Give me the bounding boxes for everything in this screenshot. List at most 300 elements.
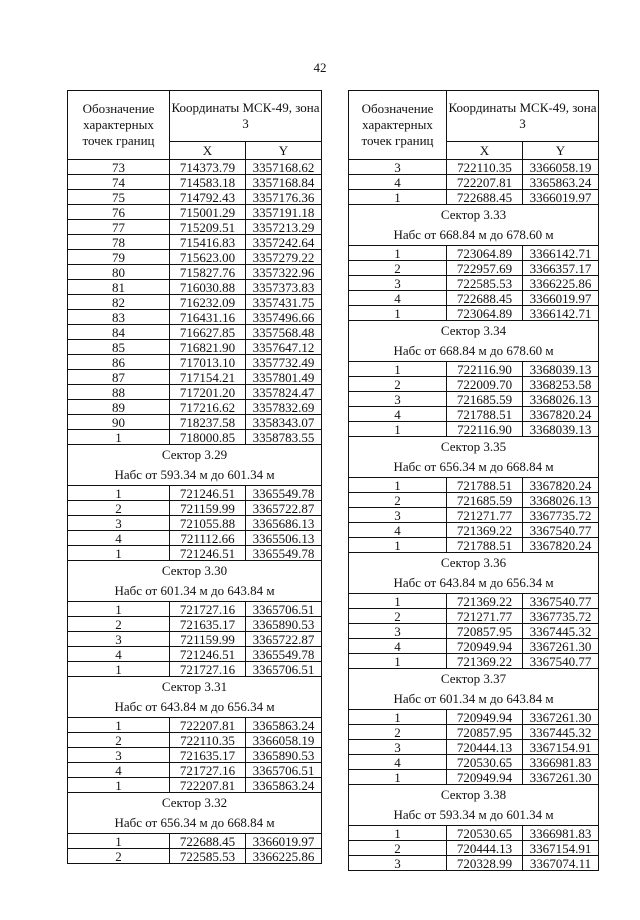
point-label: 3: [68, 632, 170, 647]
x-value: 721246.51: [170, 486, 246, 501]
table-row: [349, 725, 599, 740]
page-number: 42: [313, 60, 327, 75]
sector-title: Сектор 3.30: [68, 561, 322, 582]
x-value: 721788.51: [447, 407, 523, 422]
table-row: [68, 546, 322, 561]
x-value: 715827.76: [170, 265, 246, 280]
x-value: 720530.65: [447, 826, 523, 841]
point-label: 77: [68, 220, 170, 235]
point-label: 2: [349, 493, 447, 508]
point-label: 81: [68, 280, 170, 295]
table-row: [68, 385, 322, 400]
x-value: 716627.85: [170, 325, 246, 340]
point-label: 74: [68, 175, 170, 190]
point-label: 90: [68, 415, 170, 430]
sector-range: Набс от 643.84 м до 656.34 м: [349, 573, 599, 594]
table-row: [349, 160, 599, 175]
y-value: 3367540.77: [523, 654, 599, 669]
point-label: 2: [349, 841, 447, 856]
y-value: 3367540.77: [523, 594, 599, 609]
x-value: 720328.99: [447, 856, 523, 871]
x-value: 721246.51: [170, 647, 246, 662]
point-label: 1: [68, 778, 170, 793]
table-row: [68, 602, 322, 617]
y-value: 3367154.91: [523, 841, 599, 856]
sector-range-row: [68, 813, 322, 834]
y-value: 3366357.17: [523, 261, 599, 276]
x-value: 715623.00: [170, 250, 246, 265]
sector-range-row: [349, 573, 599, 594]
table-row: [349, 594, 599, 609]
header-y: Y: [523, 142, 599, 160]
x-value: 722207.81: [170, 718, 246, 733]
table-row: [349, 422, 599, 437]
x-value: 716821.90: [170, 340, 246, 355]
point-label: 2: [349, 725, 447, 740]
coordinates-table-right: [348, 90, 599, 871]
x-value: 722957.69: [447, 261, 523, 276]
y-value: 3365706.51: [246, 763, 322, 778]
x-value: 722009.70: [447, 377, 523, 392]
point-label: 4: [349, 755, 447, 770]
point-label: 73: [68, 160, 170, 175]
table-row: [349, 770, 599, 785]
point-label: 79: [68, 250, 170, 265]
point-label: 89: [68, 400, 170, 415]
y-value: 3367540.77: [523, 523, 599, 538]
y-value: 3367735.72: [523, 508, 599, 523]
y-value: 3357213.29: [246, 220, 322, 235]
sector-title-row: [349, 553, 599, 574]
x-value: 721271.77: [447, 609, 523, 624]
x-value: 720949.94: [447, 639, 523, 654]
point-label: 4: [349, 291, 447, 306]
point-label: 80: [68, 265, 170, 280]
point-label: 2: [68, 617, 170, 632]
x-value: 718000.85: [170, 430, 246, 445]
table-row: [68, 778, 322, 793]
y-value: 3357176.36: [246, 190, 322, 205]
table-row: [68, 662, 322, 677]
sector-title: Сектор 3.37: [349, 669, 599, 690]
y-value: 3366142.71: [523, 306, 599, 321]
table-row: [68, 205, 322, 220]
sector-range-row: [349, 689, 599, 710]
x-value: 720949.94: [447, 710, 523, 725]
table-row: [68, 370, 322, 385]
sector-range: Набс от 601.34 м до 643.84 м: [349, 689, 599, 710]
sector-range: Набс от 643.84 м до 656.34 м: [68, 697, 322, 718]
table-row: [68, 501, 322, 516]
table-row: [349, 362, 599, 377]
table-row: [68, 849, 322, 864]
x-value: 721159.99: [170, 632, 246, 647]
x-value: 721788.51: [447, 478, 523, 493]
x-value: 721727.16: [170, 602, 246, 617]
x-value: 717154.21: [170, 370, 246, 385]
point-label: 1: [68, 430, 170, 445]
y-value: 3368253.58: [523, 377, 599, 392]
y-value: 3357279.22: [246, 250, 322, 265]
table-row: [68, 617, 322, 632]
table-row: [68, 415, 322, 430]
x-value: 722688.45: [447, 190, 523, 205]
table-row: [349, 175, 599, 190]
y-value: 3358783.55: [246, 430, 322, 445]
y-value: 3357191.18: [246, 205, 322, 220]
x-value: 721635.17: [170, 748, 246, 763]
point-label: 3: [349, 276, 447, 291]
table-row: [68, 220, 322, 235]
x-value: 721369.22: [447, 654, 523, 669]
point-label: 76: [68, 205, 170, 220]
x-value: 720949.94: [447, 770, 523, 785]
point-label: 88: [68, 385, 170, 400]
y-value: 3357647.12: [246, 340, 322, 355]
sector-range-row: [68, 697, 322, 718]
table-row: [68, 190, 322, 205]
sector-range: Набс от 656.34 м до 668.84 м: [68, 813, 322, 834]
y-value: 3367445.32: [523, 624, 599, 639]
point-label: 84: [68, 325, 170, 340]
x-value: 722110.35: [447, 160, 523, 175]
sector-range-row: [349, 341, 599, 362]
x-value: 715001.29: [170, 205, 246, 220]
y-value: 3365549.78: [246, 546, 322, 561]
sector-title-row: [349, 321, 599, 342]
sector-range-row: [349, 457, 599, 478]
x-value: 720530.65: [447, 755, 523, 770]
table-row: [349, 740, 599, 755]
point-label: 4: [68, 647, 170, 662]
point-label: 1: [349, 306, 447, 321]
point-label: 3: [349, 624, 447, 639]
table-row: [349, 856, 599, 871]
header-y: Y: [246, 142, 322, 160]
x-value: 722585.53: [170, 849, 246, 864]
x-value: 721727.16: [170, 662, 246, 677]
sector-title: Сектор 3.38: [349, 785, 599, 806]
x-value: 721685.59: [447, 493, 523, 508]
x-value: 720444.13: [447, 841, 523, 856]
point-label: 2: [68, 849, 170, 864]
x-value: 716030.88: [170, 280, 246, 295]
point-label: 1: [68, 486, 170, 501]
y-value: 3365722.87: [246, 632, 322, 647]
table-row: [68, 748, 322, 763]
y-value: 3357568.48: [246, 325, 322, 340]
point-label: 2: [68, 501, 170, 516]
x-value: 716232.09: [170, 295, 246, 310]
y-value: 3357732.49: [246, 355, 322, 370]
table-row: [68, 400, 322, 415]
table-row: [349, 276, 599, 291]
point-label: 4: [349, 639, 447, 654]
x-value: 714583.18: [170, 175, 246, 190]
x-value: 720857.95: [447, 624, 523, 639]
table-row: [349, 624, 599, 639]
y-value: 3366019.97: [523, 190, 599, 205]
y-value: 3365706.51: [246, 662, 322, 677]
table-row: [68, 632, 322, 647]
sector-title-row: [349, 437, 599, 458]
y-value: 3367261.30: [523, 710, 599, 725]
sector-range-row: [349, 225, 599, 246]
x-value: 721112.66: [170, 531, 246, 546]
x-value: 717216.62: [170, 400, 246, 415]
point-label: 1: [349, 594, 447, 609]
header-x: X: [447, 142, 523, 160]
sector-title-row: [349, 669, 599, 690]
x-value: 715416.83: [170, 235, 246, 250]
y-value: 3365706.51: [246, 602, 322, 617]
y-value: 3357824.47: [246, 385, 322, 400]
y-value: 3357373.83: [246, 280, 322, 295]
y-value: 3365722.87: [246, 501, 322, 516]
y-value: 3367820.24: [523, 538, 599, 553]
y-value: 3365686.13: [246, 516, 322, 531]
point-label: 2: [349, 261, 447, 276]
sector-title: Сектор 3.35: [349, 437, 599, 458]
sector-title-row: [68, 445, 322, 466]
table-row: [349, 654, 599, 669]
x-value: 722207.81: [170, 778, 246, 793]
y-value: 3366019.97: [523, 291, 599, 306]
x-value: 717013.10: [170, 355, 246, 370]
point-label: 3: [349, 856, 447, 871]
y-value: 3365549.78: [246, 647, 322, 662]
x-value: 723064.89: [447, 246, 523, 261]
sector-title: Сектор 3.33: [349, 205, 599, 226]
table-row: [68, 265, 322, 280]
y-value: 3365863.24: [246, 778, 322, 793]
x-value: 717201.20: [170, 385, 246, 400]
x-value: 715209.51: [170, 220, 246, 235]
table-row: [68, 486, 322, 501]
x-value: 716431.16: [170, 310, 246, 325]
x-value: 721246.51: [170, 546, 246, 561]
y-value: 3366142.71: [523, 246, 599, 261]
table-row: [68, 250, 322, 265]
table-header: [349, 91, 599, 160]
x-value: 721635.17: [170, 617, 246, 632]
table-row: [68, 718, 322, 733]
sector-title-row: [349, 785, 599, 806]
table-row: [68, 310, 322, 325]
table-row: [68, 160, 322, 175]
point-label: 3: [349, 160, 447, 175]
point-label: 2: [68, 733, 170, 748]
point-label: 1: [349, 770, 447, 785]
table-row: [349, 246, 599, 261]
table-row: [68, 325, 322, 340]
point-label: 1: [349, 538, 447, 553]
x-value: 721685.59: [447, 392, 523, 407]
y-value: 3365890.53: [246, 617, 322, 632]
x-value: 721788.51: [447, 538, 523, 553]
table-row: [68, 430, 322, 445]
coordinates-table-left: [67, 90, 322, 864]
x-value: 722116.90: [447, 362, 523, 377]
sector-title: Сектор 3.29: [68, 445, 322, 466]
point-label: 4: [68, 531, 170, 546]
y-value: 3366058.19: [523, 160, 599, 175]
table-body-left: [68, 160, 322, 864]
point-label: 85: [68, 340, 170, 355]
header-x: X: [170, 142, 246, 160]
sector-title: Сектор 3.31: [68, 677, 322, 698]
x-value: 722585.53: [447, 276, 523, 291]
point-label: 1: [349, 246, 447, 261]
y-value: 3357801.49: [246, 370, 322, 385]
table-header: [68, 91, 322, 160]
point-label: 1: [68, 718, 170, 733]
header-coordinates: Координаты МСК-49, зона 3: [170, 91, 322, 142]
table-row: [68, 834, 322, 849]
point-label: 1: [349, 190, 447, 205]
table-row: [68, 763, 322, 778]
y-value: 3367820.24: [523, 478, 599, 493]
table-row: [349, 710, 599, 725]
point-label: 83: [68, 310, 170, 325]
x-value: 718237.58: [170, 415, 246, 430]
table-row: [349, 377, 599, 392]
y-value: 3358343.07: [246, 415, 322, 430]
y-value: 3357242.64: [246, 235, 322, 250]
point-label: 3: [349, 392, 447, 407]
y-value: 3366019.97: [246, 834, 322, 849]
x-value: 721369.22: [447, 594, 523, 609]
y-value: 3365890.53: [246, 748, 322, 763]
point-label: 1: [349, 478, 447, 493]
table-row: [349, 392, 599, 407]
y-value: 3365549.78: [246, 486, 322, 501]
y-value: 3366981.83: [523, 755, 599, 770]
y-value: 3367735.72: [523, 609, 599, 624]
x-value: 723064.89: [447, 306, 523, 321]
y-value: 3367261.30: [523, 770, 599, 785]
x-value: 721271.77: [447, 508, 523, 523]
x-value: 722110.35: [170, 733, 246, 748]
header-point-designation: Обозначение характерных точек границ: [349, 91, 447, 160]
table-row: [349, 190, 599, 205]
point-label: 1: [349, 422, 447, 437]
table-row: [349, 609, 599, 624]
y-value: 3357168.84: [246, 175, 322, 190]
table-row: [68, 175, 322, 190]
sector-range: Набс от 668.84 м до 678.60 м: [349, 341, 599, 362]
table-row: [68, 733, 322, 748]
table-row: [349, 538, 599, 553]
point-label: 4: [349, 523, 447, 538]
x-value: 721727.16: [170, 763, 246, 778]
table-row: [349, 407, 599, 422]
sector-range-row: [68, 581, 322, 602]
y-value: 3367820.24: [523, 407, 599, 422]
table-row: [349, 478, 599, 493]
sector-title: Сектор 3.34: [349, 321, 599, 342]
y-value: 3365863.24: [523, 175, 599, 190]
y-value: 3357431.75: [246, 295, 322, 310]
table-row: [349, 493, 599, 508]
sector-range: Набс от 656.34 м до 668.84 м: [349, 457, 599, 478]
y-value: 3368026.13: [523, 493, 599, 508]
table-row: [349, 291, 599, 306]
x-value: 720444.13: [447, 740, 523, 755]
table-row: [349, 508, 599, 523]
table-row: [68, 516, 322, 531]
point-label: 1: [349, 826, 447, 841]
sector-range: Набс от 593.34 м до 601.34 м: [68, 465, 322, 486]
y-value: 3365506.13: [246, 531, 322, 546]
table-row: [68, 280, 322, 295]
point-label: 3: [68, 748, 170, 763]
point-label: 1: [68, 662, 170, 677]
y-value: 3365863.24: [246, 718, 322, 733]
table-row: [68, 295, 322, 310]
point-label: 3: [349, 740, 447, 755]
y-value: 3366225.86: [523, 276, 599, 291]
y-value: 3368026.13: [523, 392, 599, 407]
point-label: 2: [349, 377, 447, 392]
sector-title-row: [68, 793, 322, 814]
sector-title: Сектор 3.32: [68, 793, 322, 814]
y-value: 3357496.66: [246, 310, 322, 325]
point-label: 1: [349, 654, 447, 669]
x-value: 714792.43: [170, 190, 246, 205]
y-value: 3367445.32: [523, 725, 599, 740]
x-value: 714373.79: [170, 160, 246, 175]
x-value: 721159.99: [170, 501, 246, 516]
y-value: 3366058.19: [246, 733, 322, 748]
x-value: 722688.45: [447, 291, 523, 306]
x-value: 721369.22: [447, 523, 523, 538]
table-row: [68, 647, 322, 662]
point-label: 4: [349, 407, 447, 422]
x-value: 720857.95: [447, 725, 523, 740]
point-label: 2: [349, 609, 447, 624]
point-label: 75: [68, 190, 170, 205]
sector-title-row: [68, 677, 322, 698]
table-row: [349, 306, 599, 321]
y-value: 3357322.96: [246, 265, 322, 280]
point-label: 87: [68, 370, 170, 385]
x-value: 721055.88: [170, 516, 246, 531]
sector-range-row: [68, 465, 322, 486]
y-value: 3357168.62: [246, 160, 322, 175]
table-row: [68, 235, 322, 250]
y-value: 3366981.83: [523, 826, 599, 841]
point-label: 3: [68, 516, 170, 531]
sector-title: Сектор 3.36: [349, 553, 599, 574]
table-row: [349, 826, 599, 841]
sector-title-row: [349, 205, 599, 226]
sector-range: Набс от 601.34 м до 643.84 м: [68, 581, 322, 602]
point-label: 3: [349, 508, 447, 523]
y-value: 3367074.11: [523, 856, 599, 871]
sector-title-row: [68, 561, 322, 582]
point-label: 4: [68, 763, 170, 778]
point-label: 86: [68, 355, 170, 370]
y-value: 3367154.91: [523, 740, 599, 755]
y-value: 3367261.30: [523, 639, 599, 654]
table-body-right: [349, 160, 599, 871]
table-row: [349, 841, 599, 856]
table-row: [349, 639, 599, 654]
point-label: 1: [349, 362, 447, 377]
table-row: [68, 531, 322, 546]
table-row: [68, 355, 322, 370]
